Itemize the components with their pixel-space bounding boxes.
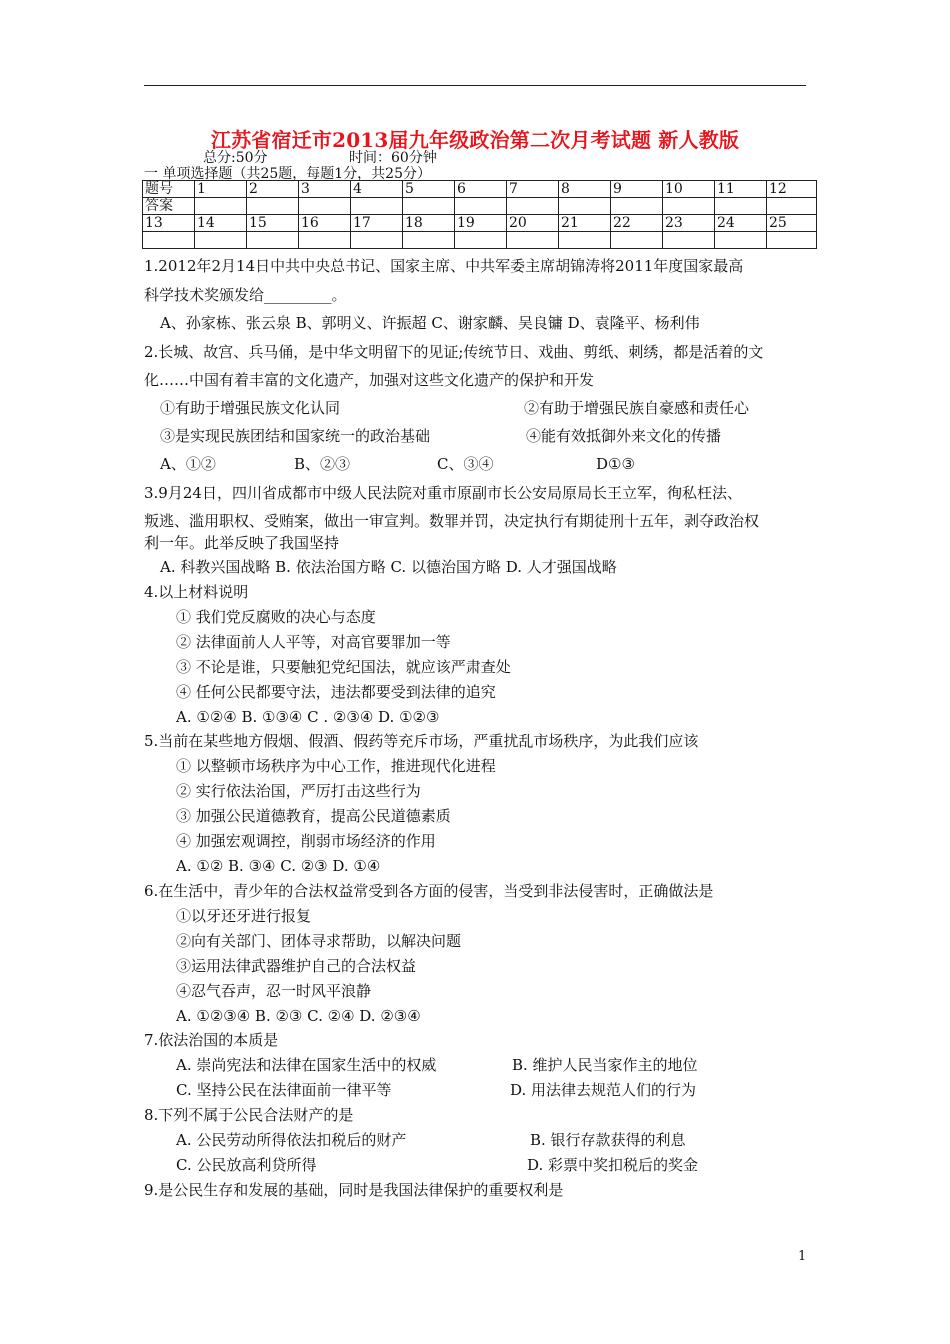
answer-cell[interactable] — [715, 232, 767, 249]
table-cell: 8 — [559, 181, 611, 198]
table-cell: 5 — [403, 181, 455, 198]
question-8-option-c: C. 公民放高利贷所得 — [176, 1156, 317, 1174]
question-9-stem: 9.是公民生存和发展的基础，同时是我国法律保护的重要权利是 — [144, 1181, 564, 1199]
answer-cell[interactable] — [559, 198, 611, 215]
answer-cell[interactable] — [559, 232, 611, 249]
answer-cell[interactable] — [143, 232, 195, 249]
question-7-option-d: D. 用法律去规范人们的行为 — [510, 1081, 697, 1099]
question-1-stem: 1.2012年2月14日中共中央总书记、国家主席、中共军委主席胡锦涛将2011年度国家最高 — [144, 257, 744, 275]
question-3-stem: 3.9月24日，四川省成都市中级人民法院对重市原副市长公安局原局长王立军，徇私枉法、 — [144, 484, 742, 502]
answer-cell[interactable] — [507, 232, 559, 249]
answer-cell[interactable] — [351, 232, 403, 249]
table-cell: 7 — [507, 181, 559, 198]
question-4-options: A. ①②④ B. ①③④ C . ②③④ D. ①②③ — [176, 708, 440, 726]
question-2-statement-3: ③是实现民族团结和国家统一的政治基础 — [160, 427, 431, 445]
question-7-option-a: A. 崇尚宪法和法律在国家生活中的权威 — [176, 1056, 437, 1074]
total-score: 总分:50分 — [203, 150, 268, 166]
table-cell: 10 — [663, 181, 715, 198]
answer-cell[interactable] — [455, 232, 507, 249]
answer-cell[interactable] — [195, 232, 247, 249]
question-1-stem-cont: 科学技术奖颁发给_________。 — [144, 286, 347, 304]
question-2-statement-4: ④能有效抵御外来文化的传播 — [526, 427, 722, 445]
table-row — [143, 181, 817, 198]
question-4-statement-4: ④ 任何公民都要守法，违法都要受到法律的追究 — [176, 683, 496, 701]
question-6-statement-1: ①以牙还牙进行报复 — [176, 907, 312, 925]
question-8-option-d: D. 彩票中奖扣税后的奖金 — [527, 1156, 699, 1174]
question-8-stem: 8.下列不属于公民合法财产的是 — [144, 1106, 354, 1124]
question-6-stem: 6.在生活中，青少年的合法权益常受到各方面的侵害，当受到非法侵害时，正确做法是 — [144, 882, 714, 900]
question-4-statement-1: ① 我们党反腐败的决心与态度 — [176, 608, 376, 626]
section-heading: 一 单项选择题（共25题，每题1分，共25分） — [144, 166, 431, 182]
table-cell: 答案 — [143, 198, 195, 215]
question-5-statement-1: ① 以整顿市场秩序为中心工作，推进现代化进程 — [176, 757, 496, 775]
question-2-stem-cont: 化……中国有着丰富的文化遗产，加强对这些文化遗产的保护和开发 — [144, 371, 595, 389]
answer-cell[interactable] — [767, 232, 817, 249]
question-5-statement-2: ② 实行依法治国，严厉打击这些行为 — [176, 782, 421, 800]
question-3-stem-cont: 叛逃、滥用职权、受贿案，做出一审宣判。数罪并罚，决定执行有期徒刑十五年，剥夺政治权 — [144, 512, 760, 530]
question-7-option-b: B. 维护人民当家作主的地位 — [512, 1056, 698, 1074]
table-cell: 16 — [299, 215, 351, 232]
question-7-stem: 7.依法治国的本质是 — [144, 1031, 279, 1049]
table-cell: 2 — [247, 181, 299, 198]
question-2-statement-1: ①有助于增强民族文化认同 — [160, 399, 341, 417]
question-6-statement-3: ③运用法律武器维护自己的合法权益 — [176, 957, 417, 975]
exam-time: 时间：60分钟 — [349, 150, 437, 166]
answer-cell[interactable] — [247, 198, 299, 215]
table-cell: 25 — [767, 215, 817, 232]
question-5-options: A. ①② B. ③④ C. ②③ D. ①④ — [176, 857, 381, 875]
question-4-statement-3: ③ 不论是谁，只要触犯党纪国法，就应该严肃查处 — [176, 658, 511, 676]
table-cell: 题号 — [143, 181, 195, 198]
question-8-option-b: B. 银行存款获得的利息 — [530, 1131, 686, 1149]
table-cell: 14 — [195, 215, 247, 232]
question-7-option-c: C. 坚持公民在法律面前一律平等 — [176, 1081, 392, 1099]
question-1-options: A、孙家栋、张云泉 B、郭明义、许振超 C、谢家麟、吴良镛 D、袁隆平、杨利伟 — [160, 314, 700, 332]
question-3-stem-end: 利一年。此举反映了我国坚持 — [144, 534, 340, 552]
document-title: 江苏省宿迁市2013届九年级政治第二次月考试题 新人教版 — [210, 128, 740, 152]
table-cell: 9 — [611, 181, 663, 198]
table-cell: 24 — [715, 215, 767, 232]
question-5-statement-3: ③ 加强公民道德教育，提高公民道德素质 — [176, 807, 451, 825]
answer-cell[interactable] — [611, 232, 663, 249]
table-cell: 22 — [611, 215, 663, 232]
header-rule — [144, 85, 806, 86]
answer-cell[interactable] — [715, 198, 767, 215]
question-2-option-a: A、①② — [160, 455, 216, 473]
answer-cell[interactable] — [403, 232, 455, 249]
table-cell: 18 — [403, 215, 455, 232]
answer-cell[interactable] — [507, 198, 559, 215]
question-6-statement-2: ②向有关部门、团体寻求帮助，以解决问题 — [176, 932, 462, 950]
table-cell: 6 — [455, 181, 507, 198]
table-cell: 11 — [715, 181, 767, 198]
answer-cell[interactable] — [247, 232, 299, 249]
question-6-statement-4: ④忍气吞声，忍一时风平浪静 — [176, 982, 372, 1000]
answer-cell[interactable] — [663, 232, 715, 249]
question-2-stem: 2.长城、故宫、兵马俑，是中华文明留下的见证;传统节日、戏曲、剪纸、刺绣，都是活着的文 — [144, 343, 764, 361]
table-cell: 12 — [767, 181, 817, 198]
question-2-option-c: C、③④ — [437, 455, 494, 473]
answer-cell[interactable] — [299, 198, 351, 215]
page-number: 1 — [798, 1249, 807, 1264]
table-cell: 13 — [143, 215, 195, 232]
answer-cell[interactable] — [611, 198, 663, 215]
question-3-options: A. 科教兴国战略 B. 依法治国方略 C. 以德治国方略 D. 人才强国战略 — [160, 558, 617, 576]
question-5-statement-4: ④ 加强宏观调控，削弱市场经济的作用 — [176, 832, 436, 850]
table-cell: 19 — [455, 215, 507, 232]
table-cell: 1 — [195, 181, 247, 198]
answer-cell[interactable] — [403, 198, 455, 215]
answer-cell[interactable] — [663, 198, 715, 215]
table-cell: 21 — [559, 215, 611, 232]
question-4-stem: 4.以上材料说明 — [144, 583, 249, 601]
table-cell: 15 — [247, 215, 299, 232]
answer-cell[interactable] — [351, 198, 403, 215]
table-cell: 4 — [351, 181, 403, 198]
answer-cell[interactable] — [195, 198, 247, 215]
answer-cell[interactable] — [767, 198, 817, 215]
table-row — [143, 232, 817, 249]
question-8-option-a: A. 公民劳动所得依法扣税后的财产 — [176, 1131, 407, 1149]
table-cell: 23 — [663, 215, 715, 232]
question-4-statement-2: ② 法律面前人人平等，对高官要罪加一等 — [176, 633, 451, 651]
table-cell: 20 — [507, 215, 559, 232]
question-6-options: A. ①②③④ B. ②③ C. ②④ D. ②③④ — [176, 1007, 421, 1025]
answer-cell[interactable] — [299, 232, 351, 249]
question-2-option-d: D①③ — [596, 455, 635, 473]
table-row — [143, 198, 817, 215]
table-cell: 3 — [299, 181, 351, 198]
question-5-stem: 5.当前在某些地方假烟、假酒、假药等充斥市场，严重扰乱市场秩序，为此我们应该 — [144, 732, 699, 750]
table-cell: 17 — [351, 215, 403, 232]
answer-table — [142, 180, 817, 249]
question-2-statement-2: ②有助于增强民族自豪感和责任心 — [524, 399, 750, 417]
answer-cell[interactable] — [455, 198, 507, 215]
question-2-option-b: B、②③ — [294, 455, 351, 473]
table-row — [143, 215, 817, 232]
